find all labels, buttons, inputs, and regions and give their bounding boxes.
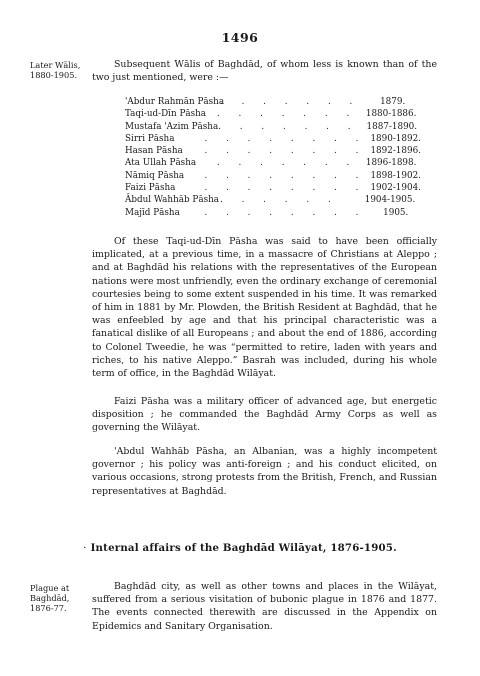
- ruler-years: 1880-1886.: [365, 109, 417, 120]
- ruler-years: 1896-1898.: [365, 158, 417, 169]
- ruler-name: Ata Ullah Pāsha: [125, 158, 197, 169]
- leader-dots: . . . . . . . .: [204, 207, 367, 218]
- heading-text: Internal affairs of the Baghdād Wilāyat, 1876-1905.: [90, 542, 397, 554]
- ruler-row: [125, 133, 425, 145]
- leader-dots: . . . . . . . .: [204, 183, 367, 194]
- paragraph-text: 'Abdul Wahhāb Pāsha, an Albanian, was a highly incompetent governor ; his policy was anti-foreign ; and his conduct elicited, on various occasions, strong protests from the British, French, and Russian representatives at Baghdād.: [92, 446, 437, 497]
- ruler-name: Majīd Pāsha: [125, 207, 180, 218]
- paragraph-text: Of these Taqi-ud-Dīn Pāsha was said to have been officially implicated, at a previous time, in a massacre of Christians at Aleppo ; and at Baghdād his relations with the representatives of the European nations were most unfriendly, even the ordinary exchange of ceremonial courtesies being to some extent suspended in his time. It was remarked of him in 1881 by Mr. Plowden, the British Resident at Baghdād, that he was enfeebled by age and that his principal characteristic was a fanatical dislike of all Europeans ; and about the end of 1886, according to Colonel Tweedie, he was “permitted to retire, laden with years and riches, to his native Aleppo.” Basrah was included, during his whole term of office, in the Baghdād Wilāyat.: [92, 236, 437, 380]
- ruler-name: 'Abdur Rahmān Pāsha: [125, 97, 225, 107]
- ruler-name: Mustafa 'Azim Pāsha: [125, 121, 219, 132]
- ruler-years: 1890-1892.: [370, 133, 421, 144]
- paragraph-abdul-wahhab: [92, 445, 437, 498]
- ruler-name: Hasan Pāsha: [125, 146, 183, 157]
- ruler-row: [125, 182, 425, 194]
- ruler-row: [125, 121, 425, 133]
- ruler-row: [125, 96, 425, 108]
- leader-dots: . . . . . . . .: [204, 170, 367, 181]
- ruler-name: Nāmiq Pāsha: [125, 170, 185, 181]
- paragraph-taqi: [92, 235, 437, 380]
- ruler-years: 1902-1904.: [370, 183, 421, 194]
- paragraph-plague: [92, 580, 437, 633]
- ruler-name: Sirri Pāsha: [125, 133, 175, 144]
- ruler-years: 1892-1896.: [370, 146, 421, 157]
- intro-text: Subsequent Wālis of Baghdād, of whom less is known than of the two just mentioned, were :—: [92, 59, 437, 84]
- leader-dots: . . . . . .: [220, 195, 339, 206]
- paragraph-faizi: [92, 395, 437, 435]
- leader-dots: . . . . . . . .: [204, 133, 367, 144]
- leader-dots: . . . . . . .: [218, 121, 359, 132]
- heading-bullet: ·: [83, 543, 87, 554]
- margin-note-later-walis: Later Wālis, 1880-1905.: [30, 60, 81, 80]
- ruler-name: Taqi-ud-Dīn Pāsha: [125, 109, 207, 120]
- margin-note-plague: Plague at Baghdād, 1876-77.: [30, 583, 70, 613]
- ruler-years: 1887-1890.: [366, 121, 418, 132]
- paragraph-text: Baghdād city, as well as other towns and places in the Wilāyat, suffered from a serious visitation of bubonic plague in 1876 and 1877. The events connected therewith are discussed in the Appendix on Epidemics and Sanitary Organisation.: [92, 581, 437, 632]
- paragraph-text: Faizi Pāsha was a military officer of advanced age, but energetic disposition ; he commanded the Baghdād Army Corps as well as governing the Wilāyat.: [92, 396, 437, 434]
- page-number: 1496: [221, 30, 259, 45]
- ruler-name: Faizi Pāsha: [125, 183, 176, 194]
- ruler-row: [125, 108, 425, 120]
- leader-dots: . . . . . . .: [220, 97, 361, 107]
- ruler-years: 1898-1902.: [370, 170, 421, 181]
- leader-dots: . . . . . . .: [216, 158, 358, 169]
- rulers-list: [125, 96, 425, 219]
- ruler-row: [125, 194, 425, 206]
- ruler-row: [125, 157, 425, 169]
- ruler-years: 1879.: [380, 97, 406, 107]
- ruler-years: 1905.: [383, 207, 409, 218]
- leader-dots: . . . . . . . .: [204, 146, 367, 157]
- intro-paragraph: [92, 58, 437, 84]
- ruler-name: Ābdul Wahhāb Pāsha: [125, 195, 220, 206]
- ruler-row: [125, 170, 425, 182]
- ruler-years: 1904-1905.: [364, 195, 416, 206]
- ruler-row: [125, 145, 425, 157]
- ruler-row: [125, 207, 425, 219]
- leader-dots: . . . . . . .: [216, 109, 358, 120]
- section-heading: [0, 542, 480, 554]
